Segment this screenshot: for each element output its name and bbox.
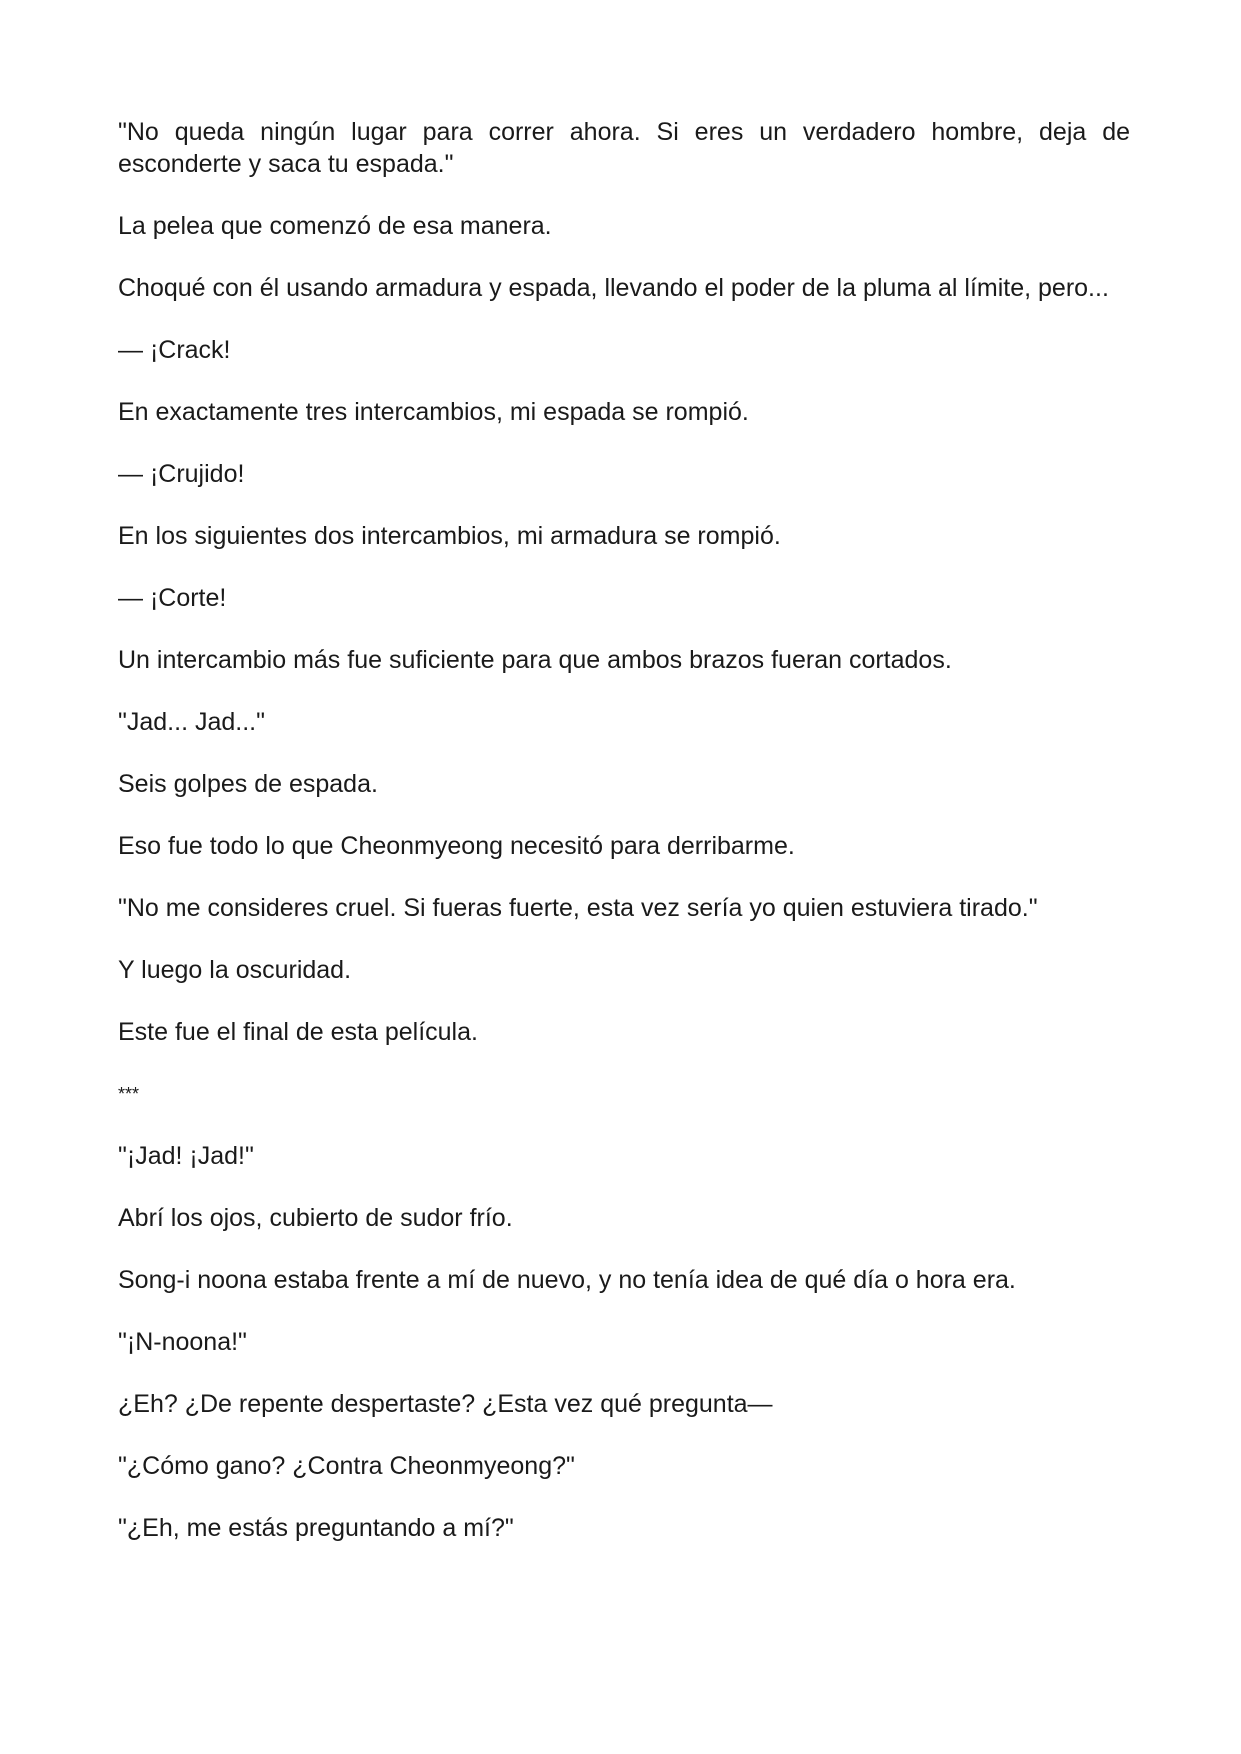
- paragraph: En los siguientes dos intercambios, mi armadura se rompió.: [118, 522, 781, 550]
- paragraph: Y luego la oscuridad.: [118, 956, 352, 984]
- paragraph: ¿Eh? ¿De repente despertaste? ¿Esta vez qué pregunta—: [118, 1390, 773, 1418]
- paragraph: Este fue el final de esta película.: [118, 1018, 478, 1046]
- paragraph: Seis golpes de espada.: [118, 770, 378, 798]
- paragraph: "¿Cómo gano? ¿Contra Cheonmyeong?": [118, 1452, 575, 1480]
- paragraph: "¿Eh, me estás preguntando a mí?": [118, 1514, 514, 1542]
- paragraph: — ¡Crack!: [118, 336, 231, 364]
- paragraph: — ¡Crujido!: [118, 460, 245, 488]
- paragraph: "No queda ningún lugar para correr ahora. Si eres un verdadero hombre, deja de esconderte y saca tu espada.": [118, 118, 1130, 178]
- paragraph: La pelea que comenzó de esa manera.: [118, 212, 552, 240]
- paragraph: "No me consideres cruel. Si fueras fuerte, esta vez sería yo quien estuviera tirado.": [118, 894, 1038, 922]
- paragraph: Eso fue todo lo que Cheonmyeong necesitó para derribarme.: [118, 832, 795, 860]
- document-body: [118, 116, 1130, 1574]
- paragraph: Choqué con él usando armadura y espada, llevando el poder de la pluma al límite, pero...: [118, 274, 1109, 302]
- paragraph: "¡N-noona!": [118, 1328, 247, 1356]
- paragraph: En exactamente tres intercambios, mi espada se rompió.: [118, 398, 749, 426]
- paragraph: Abrí los ojos, cubierto de sudor frío.: [118, 1204, 513, 1232]
- paragraph: "¡Jad! ¡Jad!": [118, 1142, 254, 1170]
- paragraph: — ¡Corte!: [118, 584, 227, 612]
- paragraph: Song-i noona estaba frente a mí de nuevo, y no tenía idea de qué día o hora era.: [118, 1266, 1016, 1294]
- paragraph: Un intercambio más fue suficiente para que ambos brazos fueran cortados.: [118, 646, 952, 674]
- paragraph: "Jad... Jad...": [118, 708, 265, 736]
- section-separator: ***: [118, 1084, 140, 1104]
